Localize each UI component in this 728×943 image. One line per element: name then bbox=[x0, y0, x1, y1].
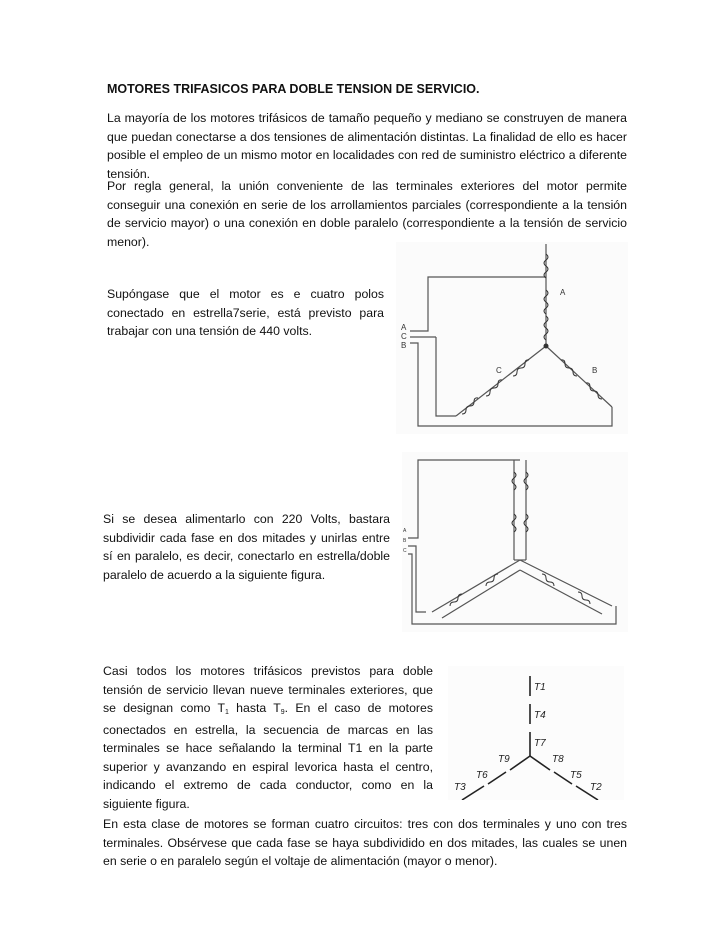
subscript-1: 1 bbox=[225, 709, 229, 716]
terminal-t7: T7 bbox=[534, 738, 546, 749]
star-parallel-diagram bbox=[402, 452, 628, 632]
phase-label-c: C bbox=[496, 366, 502, 375]
terminal-t4: T4 bbox=[534, 710, 546, 721]
terminal-label-a: A bbox=[401, 323, 407, 332]
phase-label-b: B bbox=[592, 366, 598, 375]
figure-star-series bbox=[396, 242, 628, 434]
figure-star-double-parallel bbox=[402, 452, 628, 632]
terminal-label-c: C bbox=[403, 548, 407, 554]
terminal-t1: T1 bbox=[534, 682, 546, 693]
paragraph-four-circuits: En esta clase de motores se forman cuatro circuitos: tres con dos terminales y uno con tres terminales. Obsérvese que cada fase se haya subdividido en dos mitades, las cuales se unen en serie o en paralelo según el voltaje de alimentación (mayor o menor). bbox=[103, 817, 627, 868]
figure-nine-terminals bbox=[448, 666, 624, 800]
terminal-t5: T5 bbox=[570, 770, 582, 781]
terminal-t9: T9 bbox=[498, 754, 510, 765]
terminal-t2: T2 bbox=[590, 782, 602, 793]
paragraph-general-rule: Por regla general, la unión conveniente de las terminales exteriores del motor permite conseguir una conexión en serie de los arrollamientos parciales (correspondiente a la tensión de servicio mayor) o una conexión en doble paralelo (correspondiente a la tensión de servicio menor). bbox=[107, 179, 627, 249]
star-series-diagram bbox=[396, 242, 628, 434]
terminal-t3: T3 bbox=[454, 782, 466, 793]
terminal-label-b: B bbox=[403, 538, 407, 544]
paragraph-intro: La mayoría de los motores trifásicos de tamaño pequeño y mediano se construyen de manera que puedan conectarse a dos tensiones de alimentación distintas. La finalidad de ello es hacer posible el empleo de un mismo motor en localidades con red de suministro eléctrico a diferente tensión. bbox=[107, 111, 627, 181]
paragraph-nine-terminals-text-2: hasta T bbox=[228, 701, 281, 715]
phase-label-a: A bbox=[560, 288, 566, 297]
terminal-t8: T8 bbox=[552, 754, 564, 765]
terminal-label-b: B bbox=[401, 341, 407, 350]
paragraph-nine-terminals bbox=[103, 662, 433, 813]
terminal-label-a: A bbox=[403, 528, 407, 534]
terminal-label-c: C bbox=[401, 332, 407, 341]
paragraph-440v: Supóngase que el motor es e cuatro polos conectado en estrella7serie, está previsto para trabajar con una tensión de 440 volts. bbox=[107, 287, 384, 338]
page-title: MOTORES TRIFASICOS PARA DOBLE TENSION DE SERVICIO. bbox=[107, 82, 480, 96]
paragraph-nine-terminals-text-3: . En el caso de motores conectados en estrella, la secuencia de marcas en las terminales se hace señalando la terminal T1 en la parte superior y avanzando en espiral levorica hasta el centro, indicando el extremo de cada conductor, como en la siguiente figura. bbox=[103, 701, 433, 811]
terminal-marking-diagram bbox=[448, 666, 624, 800]
terminal-t6: T6 bbox=[476, 770, 488, 781]
subscript-9: 9 bbox=[280, 709, 285, 716]
paragraph-nine-terminals-text-1: Casi todos los motores trifásicos previstos para doble tensión de servicio llevan nueve terminales exteriores, que se designan como T bbox=[103, 664, 433, 715]
paragraph-220v: Si se desea alimentarlo con 220 Volts, bastara subdividir cada fase en dos mitades y unirlas entre sí en paralelo, es decir, conectarlo en estrella/doble paralelo de acuerdo a la siguiente figura. bbox=[103, 512, 390, 582]
star-node bbox=[544, 344, 549, 349]
